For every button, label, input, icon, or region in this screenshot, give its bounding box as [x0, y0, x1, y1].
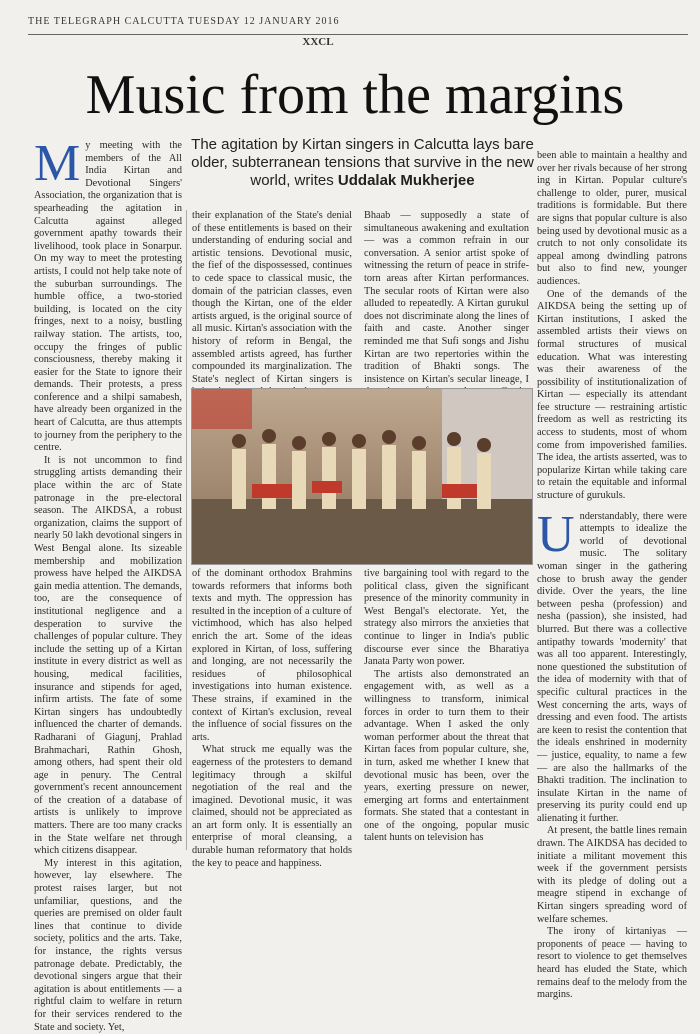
column-4	[537, 150, 687, 1001]
col3-bottom-paragraph-2: The artists also demonstrated an engagement with, as well as a willingness to transform, inimical forces in order to turn them to their advantage. When I asked the only woman performer about the threat that Kirtan faces from popular culture, she, in turn, asked me whether I knew that devotional music has been, over the years, exerting pressure on newer, emerging art forms and entertainment formats. She stated that a contestant in one of the ongoing, popular music talent hunts on television has	[364, 668, 529, 844]
deck	[190, 136, 535, 190]
col4-paragraph-3	[537, 505, 687, 826]
kirtan-gathering-illustration	[192, 389, 532, 564]
col4-paragraph-4: At present, the battle lines remain drawn. The AIKDSA has decided to initiate a militant movement this week if the government persists with its pledge of doling out a meagre stipend in exchange of Kirtan singers spreading word of welfare schemes.	[537, 825, 687, 925]
photo-kirtan-singers	[191, 388, 533, 565]
col4-paragraph-3-text: nderstandably, there were attempts to idealize the world of devotional music. The solitary woman singer in the gathering chose to brush away the gender divide. Over the years, the line between pesha (profession) and nesha (passion), she insisted, had blurred. But there was a collective antipathy towards 'modernity' that was all too apparent. Interestingly, none questioned the substitution of the idea of modernity with that of specific cultural practices in the West concerning the arts, ways of dressing and even food. The artists are keen to resist the contention that the ideals enshrined in modernity — justice, equality, to name a few — are also the hallmarks of the Bhakti tradition. The inclination to insulate Kirtan in the name of preserving its purity could end up alienating it further.	[537, 510, 687, 824]
col4-paragraph-5: The irony of kirtaniyas — proponents of peace — having to resort to violence to get themselves heard has eluded the State, which remains deaf to the melody from the margins.	[537, 926, 687, 1001]
col4-paragraph-2: One of the demands of the AIKDSA being the setting up of Kirtan institutions, I asked the assembled artists their views on formal structures of musical education. What was interesting was their awareness of the possibility of institutionalization of Kirtan — especially its attendant fee structure — restraining artistic freedom as well as restricting its access to students, most of whom come from impoverished families. The idea, the artists asserted, was to popularize Kirtan while taking care to retain the equitable and informal structure of gurukuls.	[537, 288, 687, 502]
deck-text: The agitation by Kirtan singers in Calcutta lays bare older, subterranean tensions that survive in the new world, writes	[191, 136, 534, 189]
section-label: XXCL	[302, 36, 334, 48]
col2-top-paragraph-1: their explanation of the State's denial of these entitlements is based on their understanding of enduring social and artistic tensions. Devotional music, the fief of the dispossessed, continues to cede space to classical music, the domain of the patrician classes, even though the Kirtan, one of the elder artists argued, is the original source of all music. Kirtan's association with the history of reform in Bengal, the assembled artists agreed, has further compounded its marginalization. The State's neglect of Kirtan singers is	[192, 210, 352, 385]
column-2-bottom	[192, 568, 352, 869]
col1-paragraph-1	[34, 135, 182, 455]
dropcap-2: U	[537, 505, 575, 563]
column-3-top	[364, 210, 529, 386]
column-1	[34, 135, 182, 1033]
col1-paragraph-3: My interest in this agitation, however, lay elsewhere. The protest raises larger, but not unfamiliar, questions, and the queries are premised on older fault lines that continue to divide society, politics and the arts. Take, for instance, the rights versus patronage debate. Predictably, the devotional singers argue that their agitation is about entitlements — a rightful claim to welfare in return for their services rendered to the State and society. Yet,	[34, 857, 182, 1033]
col3-top-paragraph-1: Bhaab — supposedly a state of simultaneous awakening and exultation — was a common refrain in our conversation. A senior artist spoke of witnessing the return of peace in strife-torn areas after Kirtan performances. The secular roots of Kirtan were also alluded to repeatedly. A Kirtan gurukul does not discriminate along the lines of faith and caste. Another singer reminded me that Sufi songs and Jishu Kirtan are two repertories within the tradition of Bhakti songs. The insistence on Kirtan's secular lineage, I	[364, 210, 529, 385]
column-rule	[186, 210, 187, 850]
running-head: THE TELEGRAPH CALCUTTA TUESDAY 12 JANUARY 2016	[28, 16, 688, 35]
headline: Music from the margins	[85, 64, 625, 126]
col2-bottom-paragraph-2: What struck me equally was the eagerness of the protesters to demand legitimacy through a skilful negotiation of the real and the imagined. Devotional music, it was claimed, should not be appreciated as an art form only. It is essentially an enterprise of moral cleansing, a durable human reformatory that holds the key to peace and happiness.	[192, 744, 352, 869]
col1-paragraph-2: It is not uncommon to find struggling artists demanding their place within the arc of State patronage in the pre-electoral season. The AIKDSA, a robust organization, claims the support of nearly 50 lakh devotional singers in West Bengal alone. Its sizeable membership and mobilization prowess have helped the AIKDSA gain media attention. The demands, too, are the consequence of institutional negligence and a desperation to survive the challenges of popular culture. They include the setting up of a Kirtan institute in every district as well as housing, medical facilities, insurance and stipends for aged, infirm artists. The fate of some Kirtan singers has undoubtedly influenced the charter of demands. Radharani of Giagunj, Prahlad Brahmachari, Rathin Ghosh, among others, had spent their old age in penury. The Central government's recent announcement of the creation of a database of artists is unlikely to improve matters. There are too many cracks in the State welfare net through which citizens disappear.	[34, 454, 182, 857]
byline: Uddalak Mukherjee	[337, 172, 475, 189]
column-2-top	[192, 210, 352, 386]
col2-bottom-paragraph-1: of the dominant orthodox Brahmins towards reformers that informs both texts and myth. The oppression has resulted in the inception of a culture of victimhood, which has also helped enrich the art. Some of the ideas explored in Kirtan, of loss, suffering and longing, are not necessarily the residues of philosophical investigations into human existence. These strains, if examined in the context of Kirtan's exclusion, reveal the influence of social fissures on the arts.	[192, 568, 352, 743]
column-3-bottom	[364, 568, 529, 850]
col4-paragraph-1: been able to maintain a healthy and over her rivals because of her strong ing in Kirtan. Popular culture's challenge to older, purer, musical traditions is formidable. But there are signs that popular culture is also being used by devotional music as a crutch to not only consolidate its appeal among dwindling patrons but also to find new, younger audiences.	[537, 150, 687, 287]
col3-bottom-paragraph-1: tive bargaining tool with regard to the political class, given the significant presence of the minority community in West Bengal's electorate. Yet, the strategy also mirrors the anxieties that continue to linger in India's public discourse ever since the Bharatiya Janata Party won power.	[364, 568, 529, 668]
col1-paragraph-1-text: y meeting with the members of the All India Kirtan and Devotional Singers' Association, the organization that is spearheading the agitation in Calcutta against alleged government apathy towards their livelihood, took place in Sonarpur. On my way to meet the protesting artists, I could not help take note of the suburban surroundings. The humble office, a two-storied building, is located on the city fringes, next to a noisy, bustling railway station. The artists, too, occupy the fringes of public consciousness, thereby making it easier for the State to ignore their demands. Their protests, a press conference and a shilpi samabesh, have already been organized in the heart of Calcutta, are thus attempts to journey from the periphery to the centre.	[34, 140, 182, 454]
dropcap: M	[34, 135, 81, 192]
